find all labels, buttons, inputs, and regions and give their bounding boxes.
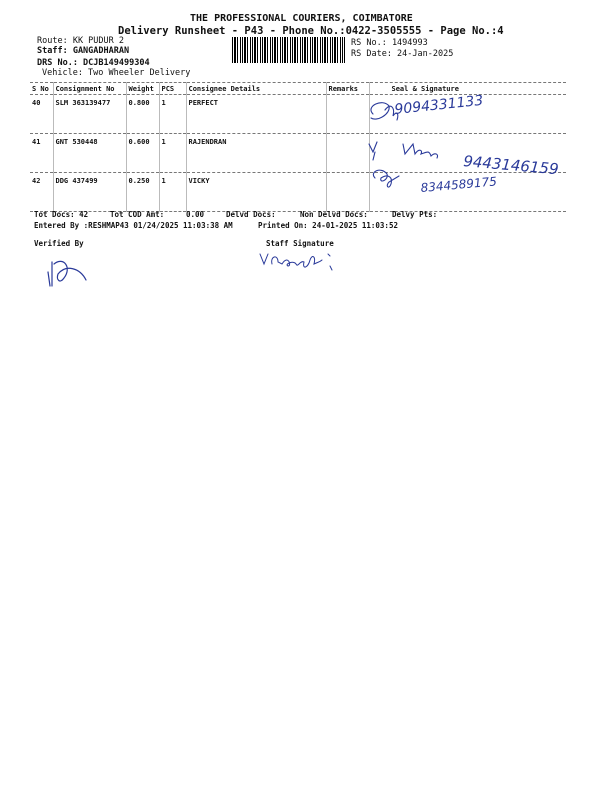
rs-number: RS No.: 1494993: [351, 38, 428, 48]
col-sno: S No: [30, 83, 53, 95]
cell-pcs: 1: [159, 95, 186, 134]
table-row: [30, 95, 566, 134]
col-consignee: Consignee Details: [186, 83, 326, 95]
cell-weight: 0.250: [126, 173, 159, 212]
cell-sno: 41: [30, 134, 53, 173]
cell-consignee: PERFECT: [186, 95, 326, 134]
cell-consignment: DDG 437499: [53, 173, 126, 212]
cell-remarks: [326, 95, 369, 134]
cell-pcs: 1: [159, 173, 186, 212]
table-row: [30, 134, 566, 173]
cell-consignment: SLM 363139477: [53, 95, 126, 134]
drs-number: DRS No.: DCJB149499304: [37, 58, 150, 68]
cell-signature: [369, 92, 566, 134]
company-title: THE PROFESSIONAL COURIERS, COIMBATORE: [190, 13, 413, 24]
rs-date: RS Date: 24-Jan-2025: [351, 49, 454, 59]
cell-consignee: RAJENDRAN: [186, 134, 326, 173]
tot-docs: Tot Docs: 42: [34, 210, 89, 219]
printed-on: Printed On: 24-01-2025 11:03:52: [258, 221, 398, 230]
col-remarks: Remarks: [326, 83, 369, 95]
cell-remarks: [326, 173, 369, 212]
staff-signature-icon: [254, 246, 344, 274]
table-header-row: [30, 83, 566, 95]
staff-label: Staff: GANGADHARAN: [37, 46, 130, 56]
staff-signature-label: Staff Signature: [266, 239, 334, 248]
vehicle-label: Vehicle: Two Wheeler Delivery: [42, 68, 191, 78]
handwritten-phone-3: 8344589175: [420, 174, 498, 195]
handwritten-phone-1: 9094331133: [393, 92, 485, 118]
runsheet-subtitle: Delivery Runsheet - P43 - Phone No.:0422-3505555 - Page No.:4: [118, 25, 504, 37]
cell-signature: [369, 173, 566, 212]
verifier-signature-icon: [40, 252, 110, 292]
barcode-icon: [232, 37, 345, 63]
delvy-pts: Delvy Pts:: [392, 210, 438, 219]
cell-weight: 0.800: [126, 95, 159, 134]
cell-signature: [369, 134, 566, 173]
col-weight: Weight: [126, 83, 159, 95]
table-row: [30, 173, 566, 212]
cell-weight: 0.600: [126, 134, 159, 173]
col-signature: Seal & Signature: [369, 83, 566, 95]
cell-consignee: VICKY: [186, 173, 326, 212]
cell-remarks: [326, 134, 369, 173]
non-delvd-docs: Non Delvd Docs:: [300, 210, 368, 219]
route-label: Route: KK PUDUR 2: [37, 36, 124, 46]
handwritten-phone-2: 9443146159: [462, 152, 560, 179]
verified-by-label: Verified By: [34, 239, 84, 248]
cell-sno: 42: [30, 173, 53, 212]
col-pcs: PCS: [159, 83, 186, 95]
cell-pcs: 1: [159, 134, 186, 173]
entered-by: Entered By :RESHMAP43 01/24/2025 11:03:38 AM: [34, 221, 233, 230]
runsheet-table: [30, 82, 566, 212]
cell-consignment: GNT 530448: [53, 134, 126, 173]
col-consignment: Consignment No: [53, 83, 126, 95]
tot-cod-label: Tot COD Amt:: [110, 210, 165, 219]
tot-cod-value: 0.00: [186, 210, 205, 219]
cell-sno: 40: [30, 95, 53, 134]
delvd-docs: Delvd Docs:: [226, 210, 276, 219]
